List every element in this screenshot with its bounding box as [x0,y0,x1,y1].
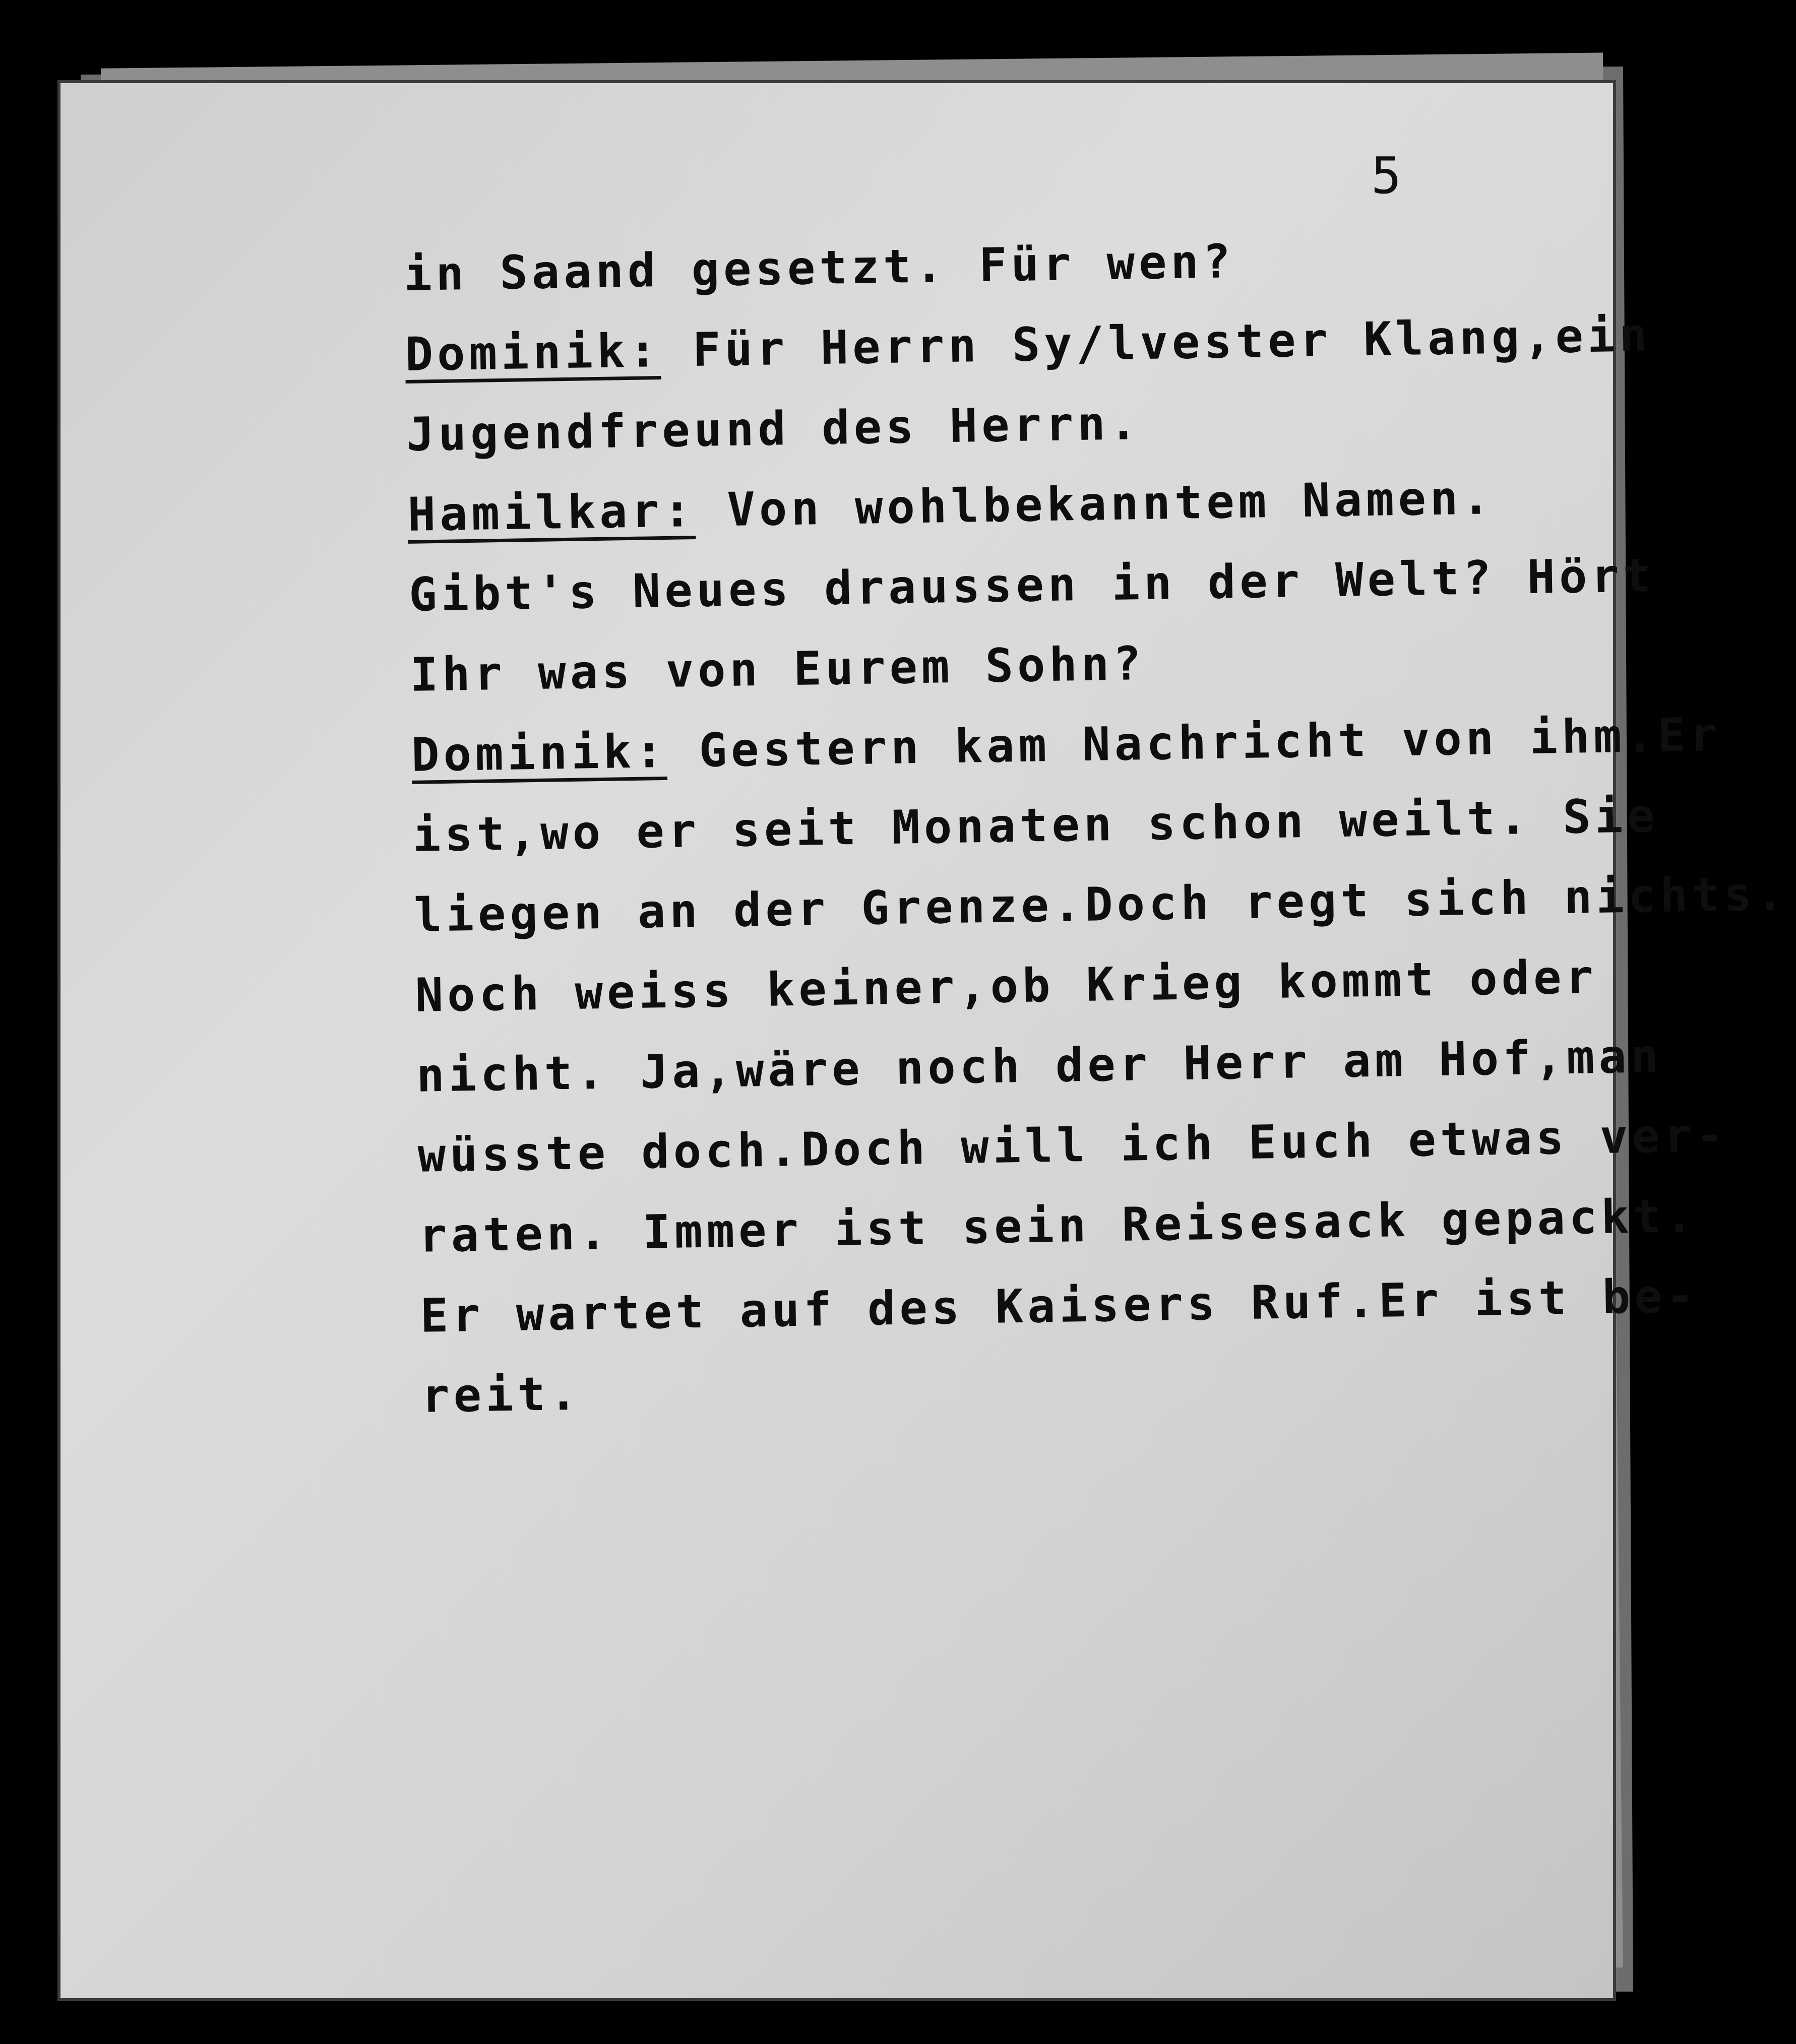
line-text: reit. [421,1366,582,1423]
line-text: Noch weiss keiner,ob Krieg kommt oder [414,949,1598,1023]
line-text: ist,wo er seit Monaten schon weilt. Sie [412,789,1659,862]
speaker-label: Dominik: [405,325,661,384]
line-text: liegen an der Grenze.Doch regt sich nichts. [413,867,1788,942]
line-text: Er wartet auf des Kaisers Ruf.Er ist be- [419,1268,1699,1343]
line-text: in Saand gesetzt. Für wen? [403,234,1235,301]
line-text: Jugendfreund des Herrn. [406,396,1142,462]
line-text: Gestern kam Nachricht von ihm.Er [666,708,1722,778]
line-text: Gibt's Neues draussen in der Welt? Hört [408,548,1655,622]
line-text: wüsste doch.Doch will ich Euch etwas ver- [417,1108,1728,1183]
line-text: nicht. Ja,wäre noch der Herr am Hof,man [416,1029,1663,1103]
speaker-label: Dominik: [411,726,667,784]
line-text: Von wohlbekanntem Namen. [695,471,1495,537]
typewritten-page [60,83,1788,1998]
line-text: Für Herrn Sy/lvester Klang,ein [660,308,1652,377]
page-number: 5 [1371,146,1402,205]
line-text: Ihr was von Eurem Sohn? [409,636,1146,702]
dialogue-text [403,216,1788,1436]
line-text: raten. Immer ist sein Reisesack gepackt. [418,1188,1698,1263]
speaker-label: Hamilkar: [407,485,696,544]
